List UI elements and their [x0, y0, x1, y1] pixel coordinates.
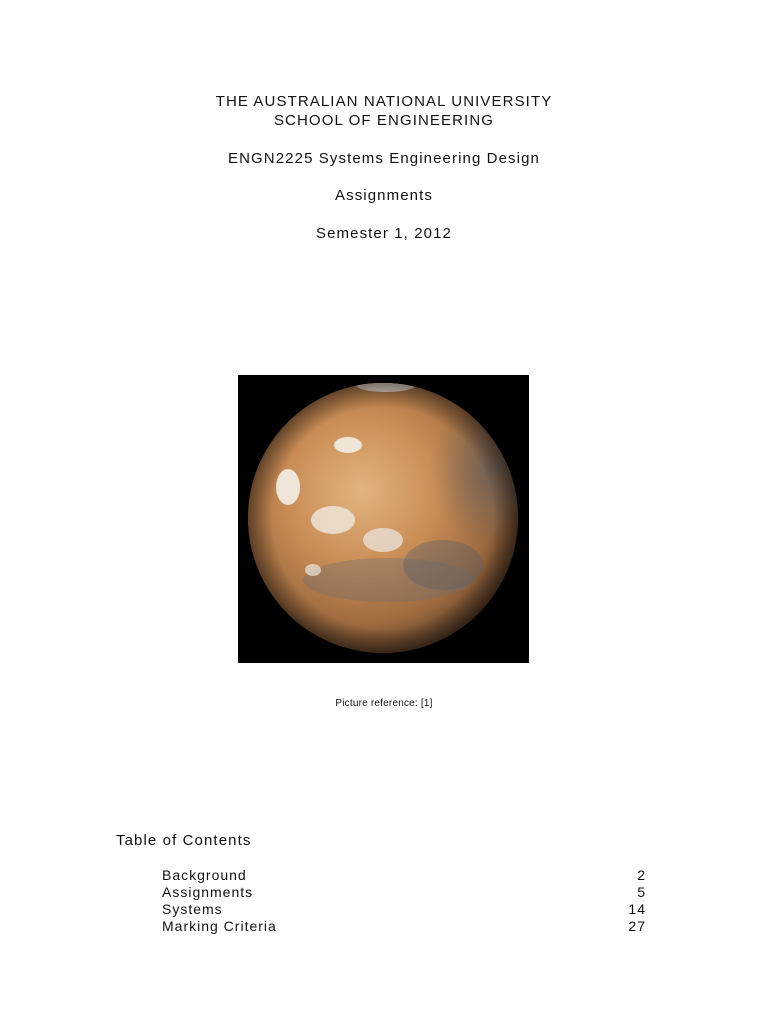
course-title: ENGN2225 Systems Engineering Design: [228, 150, 540, 167]
toc-entry-page: 27: [628, 918, 646, 934]
toc-heading: Table of Contents: [116, 832, 252, 849]
toc-entry-page: 5: [637, 884, 646, 900]
figure-caption: Picture reference: [1]: [335, 698, 433, 709]
toc-entry-title: Background: [162, 867, 247, 883]
document-type: Assignments: [335, 187, 433, 204]
toc-entry-title: Systems: [162, 901, 223, 917]
mars-image: [238, 375, 529, 663]
toc-entry-page: 14: [628, 901, 646, 917]
toc-entry-assignments[interactable]: [162, 884, 646, 901]
toc-entry-systems[interactable]: [162, 901, 646, 918]
toc-entry-title: Assignments: [162, 884, 254, 900]
toc-entry-page: 2: [637, 867, 646, 883]
toc-entry-marking-criteria[interactable]: [162, 918, 646, 935]
university-name: THE AUSTRALIAN NATIONAL UNIVERSITY: [215, 93, 553, 110]
toc-entry-background[interactable]: [162, 867, 646, 884]
toc-entry-title: Marking Criteria: [162, 918, 277, 934]
semester-label: Semester 1, 2012: [315, 225, 452, 242]
school-name: SCHOOL OF ENGINEERING: [273, 112, 495, 129]
